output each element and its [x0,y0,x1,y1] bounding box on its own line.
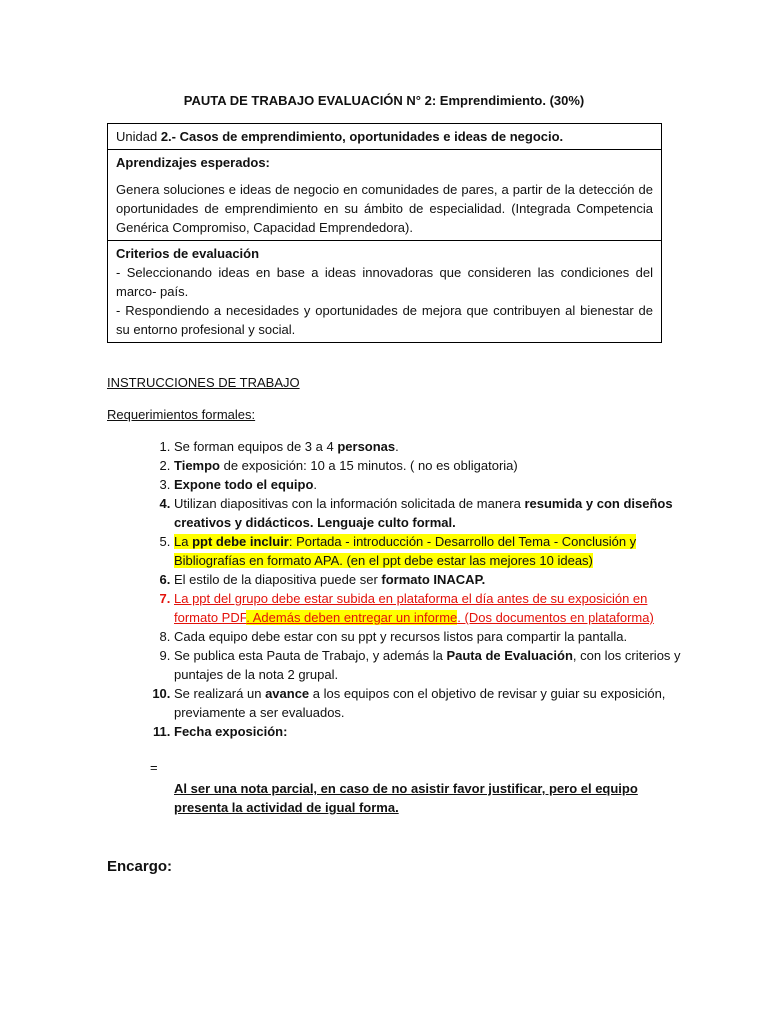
item-text: de exposición: 10 a 15 minutos. ( no es obligatoria) [220,458,518,473]
item-text: , con los criterios y puntajes de la nota 2 grupal. [174,648,681,682]
list-item [174,456,694,475]
item-text: El estilo de la diapositiva puede ser [174,572,382,587]
justification-note: Al ser una nota parcial, en caso de no asistir favor justificar, pero el equipo presenta la actividad de igual forma. [174,781,638,815]
list-item [174,589,694,627]
item-bold: resumida y con diseños creativos y didácticos. Lenguaje culto formal. [174,496,673,530]
list-item [174,570,694,589]
list-item [174,437,694,456]
list-item [174,722,694,741]
list-item [174,646,694,684]
red-highlighted-text: . Además deben entregar un informe [246,610,458,625]
item-text: Utilizan diapositivas con la información solicitada de manera [174,496,525,511]
aprendizajes-text: Genera soluciones e ideas de negocio en comunidades de pares, a partir de la detección de oportunidades de emprendimiento en su ámbito de especialidad. (Integrada Competencia Genérica Compromiso, Capacidad Emprendedora). [116,182,653,235]
item-bold: Pauta de Evaluación [446,648,573,663]
item-text: Se publica esta Pauta de Trabajo, y además la [174,648,447,663]
item-bold: Fecha exposición: [174,724,288,739]
item-text: : Portada - introducción - Desarrollo del Tema - Conclusión y Bibliografías en formato APA. (en el ppt debe estar las mejores 10 ideas) [174,534,637,568]
red-text: La ppt del grupo debe estar subida en plataforma el día antes de su exposición en formato PDF [174,591,648,625]
requerimientos-heading: Requerimientos formales: [107,407,256,422]
instrucciones-heading: INSTRUCCIONES DE TRABAJO [107,375,300,390]
item-text: La [174,534,193,549]
table-row [108,241,662,343]
item-text: Se forman equipos de 3 a 4 [174,439,338,454]
list-item [174,494,694,532]
criterios-cell [108,241,662,343]
table-row [108,150,662,241]
criterio-item: - Seleccionando ideas en base a ideas innovadoras que consideren las condiciones del marco- país. [116,265,653,299]
list-item [174,532,694,570]
aprendizajes-cell [108,150,662,241]
item-text: a los equipos con el objetivo de revisar y guiar su exposición, previamente a ser evaluados. [174,686,666,720]
unidad-prefix: Unidad [116,129,161,144]
item-text: . [395,439,399,454]
unit-info-table [107,123,662,343]
aprendizajes-title: Aprendizajes esperados: [116,155,270,170]
unidad-title: 2.- Casos de emprendimiento, oportunidades e ideas de negocio. [160,129,564,144]
criterio-item: - Respondiendo a necesidades y oportunidades de mejora que contribuyen al bienestar de su entorno profesional y social. [116,303,653,337]
item-bold: avance [265,686,310,701]
criterios-title: Criterios de evaluación [116,246,260,261]
item-bold: formato INACAP. [381,572,486,587]
list-item [174,684,694,722]
document-title: PAUTA DE TRABAJO EVALUACIÓN N° 2: Emprendimiento. (30%) [183,93,585,108]
encargo-heading: Encargo: [107,858,173,875]
table-row [108,124,662,150]
equals-sign: = [150,760,158,775]
list-item [174,475,694,494]
requirements-list [147,437,694,741]
highlighted-text [174,534,636,568]
item-bold: personas [337,439,396,454]
item-text: Se realizará un [174,686,266,701]
list-item [174,627,694,646]
item-bold: ppt debe incluir [192,534,289,549]
item-bold: Expone todo el equipo [174,477,314,492]
unidad-cell [108,124,662,150]
red-text: . (Dos documentos en plataforma) [457,610,654,625]
item-bold: Tiempo [174,458,220,473]
item-text: . [313,477,318,492]
item-text: Cada equipo debe estar con su ppt y recursos listos para compartir la pantalla. [174,629,628,644]
